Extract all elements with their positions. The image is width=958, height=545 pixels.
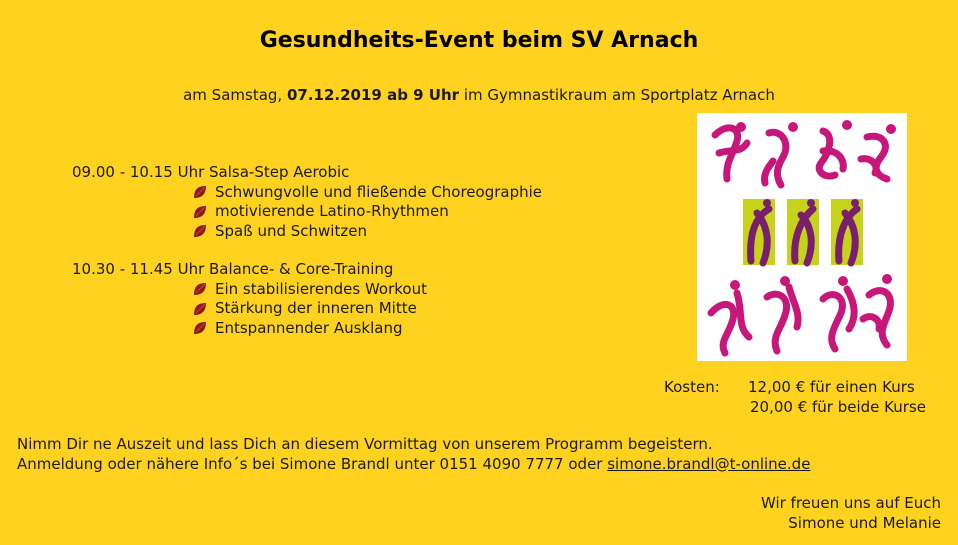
bullet-leaf-icon xyxy=(193,224,207,238)
cost-one-course: 12,00 € für einen Kurs xyxy=(748,378,915,396)
invitation-text: Nimm Dir ne Auszeit und lass Dich an diesem Vormittag von unserem Programm begeistern. xyxy=(17,435,713,453)
costs-label: Kosten: xyxy=(664,378,720,396)
event-location: im Gymnastikraum am Sportplatz Arnach xyxy=(459,86,775,104)
session-balance xyxy=(72,260,427,338)
dancing-figures-icon xyxy=(697,113,907,361)
registration-text: Anmeldung oder nähere Info´s bei Simone Brandl unter 0151 4090 7777 oder xyxy=(17,454,608,473)
registration-line xyxy=(17,455,810,475)
page-title: Gesundheits-Event beim SV Arnach xyxy=(259,28,699,53)
session-heading: 10.30 - 11.45 Uhr Balance- & Core-Training xyxy=(72,260,394,278)
list-item: Entspannender Ausklang xyxy=(193,319,427,339)
session-features xyxy=(72,280,427,339)
date-prefix: am Samstag, xyxy=(183,86,287,104)
registration-info xyxy=(17,435,810,474)
closing-names: Simone und Melanie xyxy=(788,513,941,532)
bullet-leaf-icon xyxy=(193,205,207,219)
list-item: Schwungvolle und fließende Choreographie xyxy=(193,183,542,203)
list-item: Spaß und Schwitzen xyxy=(193,222,542,242)
list-item: Ein stabilisierendes Workout xyxy=(193,280,427,300)
event-date-line xyxy=(0,86,958,104)
bullet-leaf-icon xyxy=(193,185,207,199)
bullet-leaf-icon xyxy=(193,321,207,335)
session-features xyxy=(72,183,542,242)
bullet-leaf-icon xyxy=(193,282,207,296)
list-item: motivierende Latino-Rhythmen xyxy=(193,202,542,222)
dance-logo xyxy=(697,113,907,361)
closing-signature xyxy=(761,494,941,533)
cost-both-courses: 20,00 € für beide Kurse xyxy=(750,397,926,416)
list-item: Stärkung der inneren Mitte xyxy=(193,299,427,319)
session-salsa xyxy=(72,163,542,241)
event-date: 07.12.2019 ab 9 Uhr xyxy=(286,86,460,104)
bullet-leaf-icon xyxy=(193,302,207,316)
closing-greeting: Wir freuen uns auf Euch xyxy=(760,494,941,512)
email-link[interactable]: simone.brandl@t-online.de xyxy=(607,454,811,473)
session-heading: 09.00 - 10.15 Uhr Salsa-Step Aerobic xyxy=(72,163,350,181)
